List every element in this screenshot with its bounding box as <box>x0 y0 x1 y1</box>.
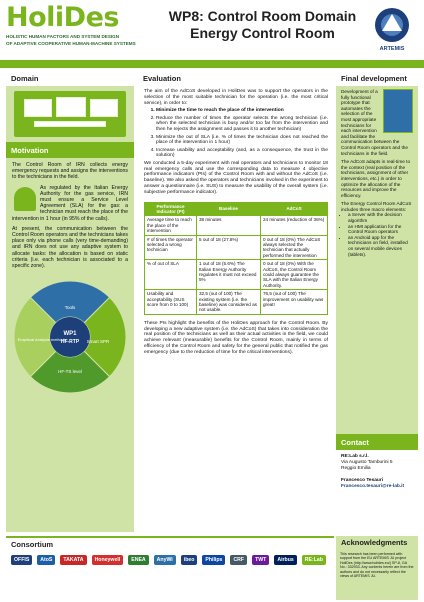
partner-logo: Airbus <box>274 555 296 565</box>
performance-table <box>144 202 328 315</box>
donut-label-smart-spr: Smart SPR <box>86 339 110 345</box>
acknowledgments-text: This research has been performed with support from the EU ARTEMIS JU project HoliDes (http://www.holides.eu/) SP-8, GA No.: 332933. Any contents herein are from the authors and do not necessarily reflect the views of ARTEMIS JU. <box>340 552 414 579</box>
app-screenshot-image <box>383 89 413 133</box>
partner-logo: ibeo <box>181 555 198 565</box>
contact-name: Francesco Tesauri <box>341 478 384 483</box>
motivation-p3: At present, the communication between the Control Room operators and the technicians takes place only via phone calls (very time-demanding) and IRN does not use any adaptive system to allocate tasks: the allocation is based on static criteria (i.e. each technician is associated to a specific zone). <box>12 225 128 270</box>
monitor-icon <box>56 97 86 117</box>
desk-icon <box>34 121 106 127</box>
title-line-2: Energy Control Room <box>190 25 335 41</box>
acknowledgments-heading: Acknowledgments <box>336 536 418 549</box>
header-baseline: Baseline <box>197 202 261 216</box>
final-p2: The AdCoS adapts in real-time to the context (real position of the technicians, assignment of other interventions, etc.) in order to optimize the allocation of the resources and improve the efficiency. <box>341 159 411 198</box>
partner-logo: AtoS <box>37 555 55 565</box>
table-cell: 38 minutes <box>197 216 261 235</box>
table-cell: % of out of SLA <box>145 260 197 290</box>
logo-wordmark: HoliDes <box>6 2 119 33</box>
acknowledgments-section <box>336 536 418 600</box>
final-item: • an HMI application for the Control Room operators <box>348 224 413 235</box>
final-p1: Development of a fully functional prototype that automates the selection of the most appropriate technicians for each intervention and facilitate the communication between the Control Room operators and the technicians in the field. <box>341 89 408 156</box>
contact-org: RE:Lab s.r.l. <box>341 454 369 459</box>
header-pi: Performance Indicator (PI) <box>145 202 197 216</box>
artemis-label: ARTEMIS <box>379 46 405 52</box>
partner-logo: Philips <box>202 555 225 565</box>
partner-logo: CRF <box>230 555 247 565</box>
contact-address-2: Reggio Emilia <box>341 466 371 471</box>
poster-title <box>160 8 365 42</box>
partner-logo: RE:Lab <box>302 555 326 565</box>
table-row <box>145 260 328 290</box>
monitor-icon <box>90 99 118 117</box>
evaluation-experiment: We conducted a 5-day experiment with real operators and technicians to monitor 18 real emergency calls and use the corresponding data to measure 4 objective performance indicators (PIs) of the Control Room with and without the AdCoS (i.e. baseline). We also asked the operators and technicians involved in the experiment to answer a questionnaire (i.e. SUS) to measure the usability of the overall system (i.e. subjective performance indicator). <box>144 160 328 195</box>
final-p3: The Energy Control Room AdCoS includes three macro elements: <box>341 201 412 212</box>
table-cell: Average time to reach the place of the intervention <box>145 216 197 235</box>
table-cell: Usability and acceptability (SUS score from 0 to 100) <box>145 290 197 315</box>
contact-body <box>336 450 418 494</box>
final-heading: Final development <box>336 70 418 86</box>
worker-icon <box>14 187 36 211</box>
donut-center-1: WP1 <box>63 331 77 338</box>
table-row <box>145 235 328 260</box>
donut-center-2: HF-RTP <box>60 339 80 346</box>
header-adcos: AdCoS <box>261 202 328 216</box>
donut-label-tools: Tools <box>64 305 76 311</box>
evaluation-intro: The aim of the AdCoS developed in HoliDes was to support the operators in the selection of the most suitable technician for the operation (i.e. the most critical service), in order to: <box>144 89 328 106</box>
evaluation-body <box>138 86 334 199</box>
table-header-row <box>145 202 328 216</box>
partner-logo: AnyWi <box>154 555 176 565</box>
motivation-heading: Motivation <box>6 142 134 158</box>
table-cell: 76,5 (out of 100) The improvement on usability was great! <box>261 290 328 315</box>
contact-section <box>336 434 418 532</box>
contact-email[interactable]: Francesco.tesauri@re-lab.it <box>341 484 405 489</box>
goal-item: 4. Increase usability and acceptability (and, as a consequence, the trust in the solution) <box>156 148 328 160</box>
table-cell: 24 minutes (reduction of 36%) <box>261 216 328 235</box>
motivation-p2: As regulated by the Italian Energy Authority for the gas service, IRN must ensure a Service Level Agreement (SLA) for the gas: a technician must reach the place of the intervention in 1 hour (in 95% of the calls). <box>12 184 128 222</box>
monitor-icon <box>24 99 52 117</box>
artemis-logo <box>368 6 416 52</box>
consortium-heading: Consortium <box>6 538 334 551</box>
middle-column <box>138 70 334 532</box>
partner-logo: TWT <box>252 555 269 565</box>
partner-logo: ENEA <box>128 555 148 565</box>
logo-subtitle-2: OF ADAPTIVE COOPERATIVE HUMAN-MACHINE SYSTEMS <box>6 41 136 47</box>
evaluation-closing: These PIs highlight the benefits of the HoliDes approach for the Control Room. By developing a new adaptive system (i.e. the AdCoS) that takes into consideration the real position of the technicians as well as their actual activities in the field, we could achieve relevant (measurable) benefits for the Control Room, mainly in terms of efficiency of the Control Room and safety for the general public that notified the gas emergency (due to the reduction of time for the critical interventions). <box>144 320 328 355</box>
left-column <box>6 70 134 532</box>
partner-logo: Honeywell <box>92 555 124 565</box>
motivation-body <box>6 158 134 273</box>
hf-rtp-donut <box>12 279 128 395</box>
motivation-p1: The Control Room of IRN collects energy emergency requests and assigns the interventions to the technicians in the field. <box>12 162 128 181</box>
domain-heading: Domain <box>6 70 134 86</box>
donut-label-empirical: Empirical Analysis methods <box>17 337 67 343</box>
table-row <box>145 216 328 235</box>
contact-heading: Contact <box>336 434 418 450</box>
control-room-illustration <box>14 91 126 137</box>
header-divider <box>0 60 424 68</box>
logo-subtitle-1: HOLISTIC HUMAN FACTORS AND SYSTEM DESIGN <box>6 34 120 39</box>
final-item: • an Android app for the technicians on field, installed on several mobile devices (tablets). <box>348 235 413 257</box>
right-column <box>336 70 418 532</box>
partner-logo: TAKATA <box>60 555 86 565</box>
final-body <box>336 86 418 260</box>
table-cell: 32,5 (out of 100) The existing system (i.e. the baseline) was considered as not usable. <box>197 290 261 315</box>
final-item: • a Server with the decision algorithm <box>348 212 413 223</box>
evaluation-heading: Evaluation <box>138 70 334 86</box>
table-cell: # of times the operator selected a wrong technician <box>145 235 197 260</box>
hf-rtp-diagram <box>12 279 128 395</box>
table-cell: 0 out of 18 (0%) With the AdCoS, the Control Room could always guarantee the SLA with the Italian Energy Authority. <box>261 260 328 290</box>
final-items <box>341 212 413 257</box>
donut-label-hf-ts: HF-TS level <box>58 369 82 375</box>
table-row <box>145 290 328 315</box>
goal-item: 1. Minimize the time to reach the place of the intervention <box>156 108 328 114</box>
consortium-section <box>6 536 334 600</box>
artemis-emblem-icon <box>368 6 416 44</box>
partner-logo: OFFIS <box>11 555 32 565</box>
title-line-1: WP8: Control Room Domain <box>168 8 357 24</box>
table-cell: 5 out of 18 (27.8%) <box>197 235 261 260</box>
poster-footer <box>0 536 424 602</box>
evaluation-goals <box>144 108 328 159</box>
holides-logo <box>6 4 156 56</box>
contact-address-1: Via Augusto Tamburini 5 <box>341 460 393 465</box>
poster-header <box>0 0 424 60</box>
goal-item: 2. Reduce the number of times the operator selects the wrong technician (i.e. when the selected technician is busy and/or too far from the intervention and then he rejects the assignment and passes it to another technician) <box>156 116 328 133</box>
consortium-logos <box>6 551 334 569</box>
table-cell: 1 out of 18 (5.6%) The Italian Energy Authority regulates it must not exceed 5% <box>197 260 261 290</box>
table-cell: 0 out of 18 (0%) The AdCoS always selected the technician that actually performed the intervention <box>261 235 328 260</box>
goal-item: 3. Minimize the out of SLA (i.e. % of times the technician does not reached the place of the intervention in 1 hour) <box>156 135 328 147</box>
